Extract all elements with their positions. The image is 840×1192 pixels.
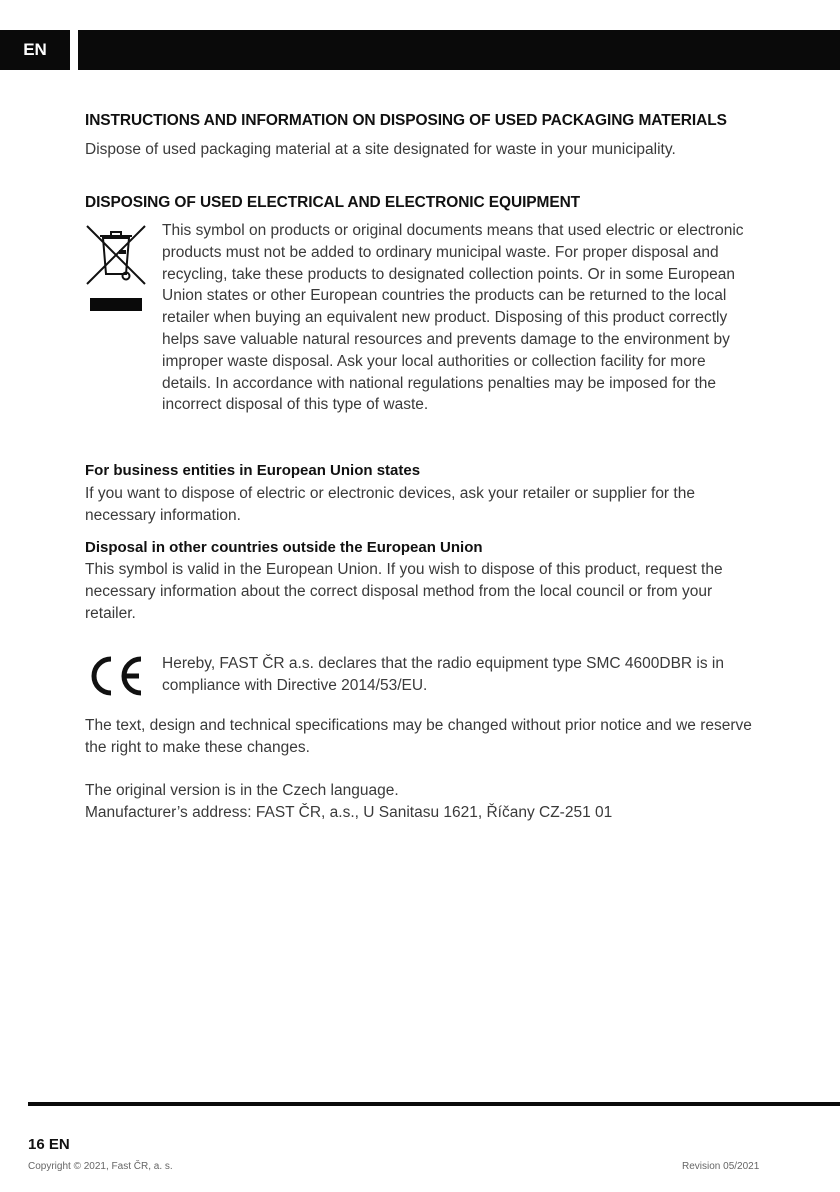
changes-notice: The text, design and technical specifications may be changed without prior notice and we reserve the right to make these changes. [85, 717, 752, 756]
packaging-heading: INSTRUCTIONS AND INFORMATION ON DISPOSING OF USED PACKAGING MATERIALS [85, 112, 727, 129]
business-text: If you want to dispose of electric or electronic devices, ask your retailer or supplier for the necessary information. [85, 485, 695, 524]
copyright: Copyright © 2021, Fast ČR, a. s. [28, 1161, 173, 1172]
weee-bar [90, 298, 142, 311]
outside-eu-heading: Disposal in other countries outside the European Union [85, 539, 483, 556]
language-tab [0, 30, 70, 70]
header-bar [78, 30, 840, 70]
footer-divider [28, 1102, 840, 1106]
language-label: EN [23, 40, 47, 59]
original-version: The original version is in the Czech language. [85, 782, 399, 799]
manufacturer-address: Manufacturer’s address: FAST ČR, a.s., U Sanitasu 1621, Říčany CZ-251 01 [85, 804, 613, 821]
ce-mark-icon [87, 655, 145, 697]
weee-heading: DISPOSING OF USED ELECTRICAL AND ELECTRONIC EQUIPMENT [85, 194, 581, 211]
revision: Revision 05/2021 [682, 1161, 760, 1172]
page-number: 16 EN [28, 1136, 70, 1153]
weee-text: This symbol on products or original documents means that used electric or electronic products must not be added to ordinary municipal waste. For proper disposal and recycling, take these products to designated collection points. Or in some European Union states or other European countries the products can be returned to the local retailer when buying an equivalent new product. Disposing of this product correctly helps save valuable natural resources and prevents damage to the environment by improper waste disposal. Ask your local authorities or collection facility for more details. In accordance with national regulations penalties may be imposed for the incorrect disposal of this type of waste. [162, 222, 744, 414]
ce-declaration: Hereby, FAST ČR a.s. declares that the radio equipment type SMC 4600DBR is in compliance with Directive 2014/53/EU. [162, 655, 724, 694]
crossed-out-wheelie-bin-icon [85, 224, 147, 286]
business-heading: For business entities in European Union states [85, 462, 421, 479]
outside-eu-text: This symbol is valid in the European Union. If you wish to dispose of this product, request the necessary information about the correct disposal method from the local council or from your retailer. [85, 561, 723, 622]
packaging-text: Dispose of used packaging material at a site designated for waste in your municipality. [85, 141, 676, 158]
